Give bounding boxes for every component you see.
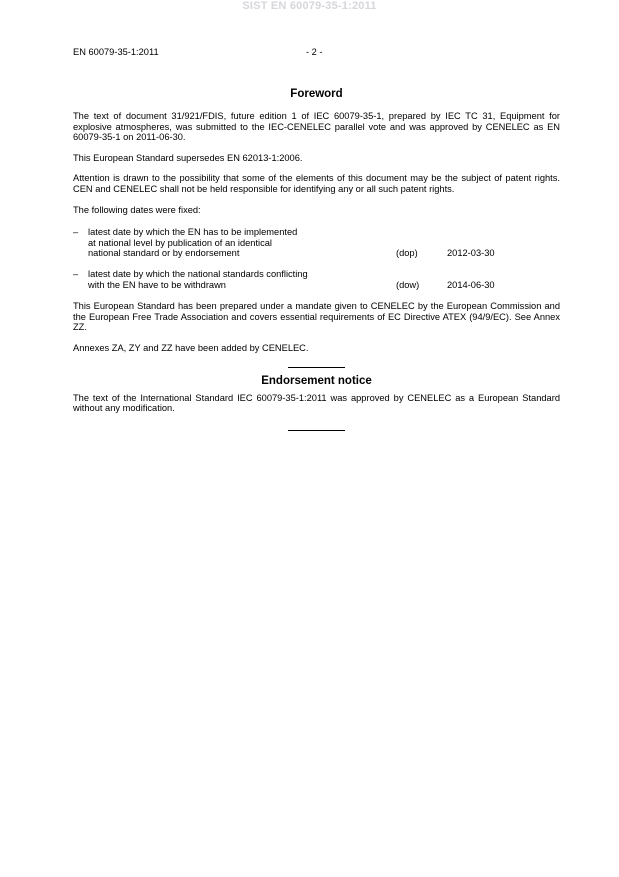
date-description-line: at national level by publication of an identical [88, 237, 272, 248]
date-description-line: national standard or by endorsement [88, 248, 240, 259]
endorsement-title: Endorsement notice [261, 374, 372, 387]
date-value: 2012-03-30 [447, 248, 495, 259]
foreword-title: Foreword [290, 88, 343, 100]
list-dash: – [73, 268, 79, 279]
date-code: (dow) [396, 279, 420, 290]
date-code: (dop) [396, 248, 418, 259]
date-description-line: latest date by which the national standards conflicting [88, 268, 308, 279]
date-description-line: with the EN have to be withdrawn [88, 279, 226, 290]
date-description [88, 227, 388, 259]
foreword-paragraph: The following dates were fixed: [73, 204, 201, 215]
document-id: EN 60079-35-1:2011 [73, 47, 159, 57]
page-number: - 2 - [306, 47, 323, 57]
foreword-paragraph: Attention is drawn to the possibility that some of the elements of this document may be the subject of patent rights. CEN and CENELEC shall not be held responsible for identifying any or all such patent rights. [73, 173, 560, 194]
date-description [88, 269, 388, 290]
section-divider [288, 430, 345, 431]
foreword-paragraph: This European Standard has been prepared under a mandate given to CENELEC by the European Commission and the European Free Trade Association and covers essential requirements of EC Directive ATEX (94/9/EC). See Annex ZZ. [73, 301, 560, 333]
endorsement-paragraph: The text of the International Standard IEC 60079-35-1:2011 was approved by CENELEC as a European Standard without any modification. [73, 392, 560, 414]
date-item-dop [73, 227, 560, 259]
date-item-dow [73, 269, 560, 290]
foreword-paragraph: This European Standard supersedes EN 62013-1:2006. [73, 152, 303, 163]
document-body [73, 87, 560, 431]
foreword-paragraph: The text of document 31/921/FDIS, future edition 1 of IEC 60079-35-1, prepared by IEC TC 31, Equipment for explosive atmospheres, was submitted to the IEC-CENELEC parallel vote and was approved by CENELEC as EN 60079-35-1 on 2011-06-30. [73, 111, 560, 143]
list-dash: – [73, 227, 79, 238]
foreword-paragraph: Annexes ZA, ZY and ZZ have been added by CENELEC. [73, 342, 309, 353]
date-value: 2014-06-30 [447, 279, 495, 290]
section-divider [288, 367, 345, 368]
date-description-line: latest date by which the EN has to be implemented [88, 227, 298, 238]
watermark: SIST EN 60079-35-1:2011 [242, 0, 377, 12]
